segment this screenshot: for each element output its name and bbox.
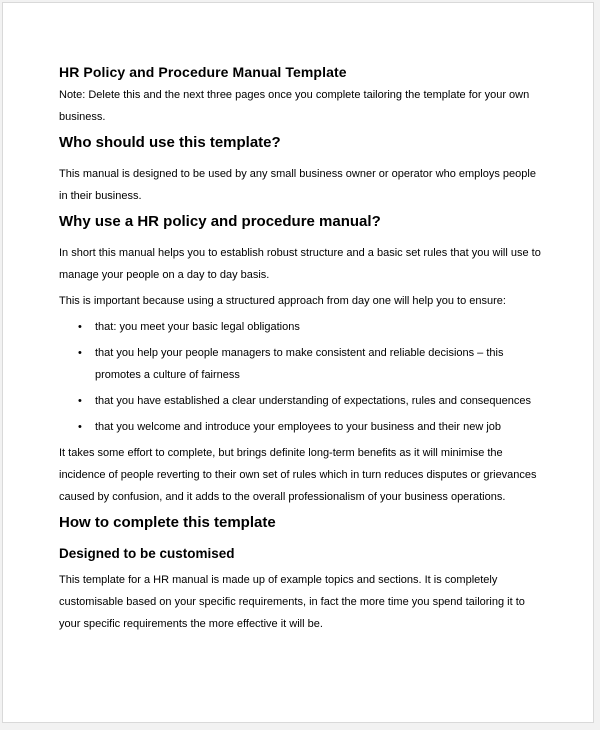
bullet-list bbox=[59, 316, 541, 438]
who-body-paragraph: This manual is designed to be used by any small business owner or operator who employs people in their business. bbox=[59, 168, 536, 202]
bullet-item bbox=[78, 390, 541, 412]
bullet-icon: • bbox=[78, 347, 82, 359]
subsection-heading-customised: Designed to be customised bbox=[59, 546, 235, 561]
document-title: HR Policy and Procedure Manual Template bbox=[59, 64, 347, 80]
document-content bbox=[3, 3, 594, 635]
bullet-item bbox=[78, 316, 541, 338]
bullet-item-text: that: you meet your basic legal obligations bbox=[95, 321, 300, 333]
bullet-icon: • bbox=[78, 321, 82, 333]
bullet-item-text: that you have established a clear understanding of expectations, rules and consequences bbox=[95, 395, 532, 407]
bullet-item bbox=[78, 342, 541, 386]
section-heading-how: How to complete this template bbox=[59, 514, 276, 531]
section-heading-why: Why use a HR policy and procedure manual? bbox=[59, 213, 381, 230]
section-heading-who: Who should use this template? bbox=[59, 134, 281, 151]
bullet-icon: • bbox=[78, 395, 82, 407]
document-page bbox=[2, 2, 594, 723]
why-conclusion-paragraph: It takes some effort to complete, but brings definite long-term benefits as it will minimise the incidence of people reverting to their own set of rules which in turn reduces disputes or grievances caused by confusion, and it adds to the overall professionalism of your business operations. bbox=[59, 447, 537, 503]
how-body-paragraph: This template for a HR manual is made up of example topics and sections. It is completely customisable based on your specific requirements, in fact the more time you spend tailoring it to your specific requirements the more effective it will be. bbox=[59, 574, 525, 630]
why-leadin-paragraph: This is important because using a structured approach from day one will help you to ensure: bbox=[59, 295, 506, 307]
why-intro-paragraph: In short this manual helps you to establish robust structure and a basic set rules that you will use to manage your people on a day to day basis. bbox=[59, 247, 541, 281]
bullet-item bbox=[78, 416, 541, 438]
bullet-item-text: that you help your people managers to make consistent and reliable decisions – this promotes a culture of fairness bbox=[95, 347, 504, 381]
note-paragraph: Note: Delete this and the next three pages once you complete tailoring the template for your own business. bbox=[59, 89, 530, 123]
bullet-item-text: that you welcome and introduce your employees to your business and their new job bbox=[95, 421, 502, 433]
bullet-icon: • bbox=[78, 421, 82, 433]
